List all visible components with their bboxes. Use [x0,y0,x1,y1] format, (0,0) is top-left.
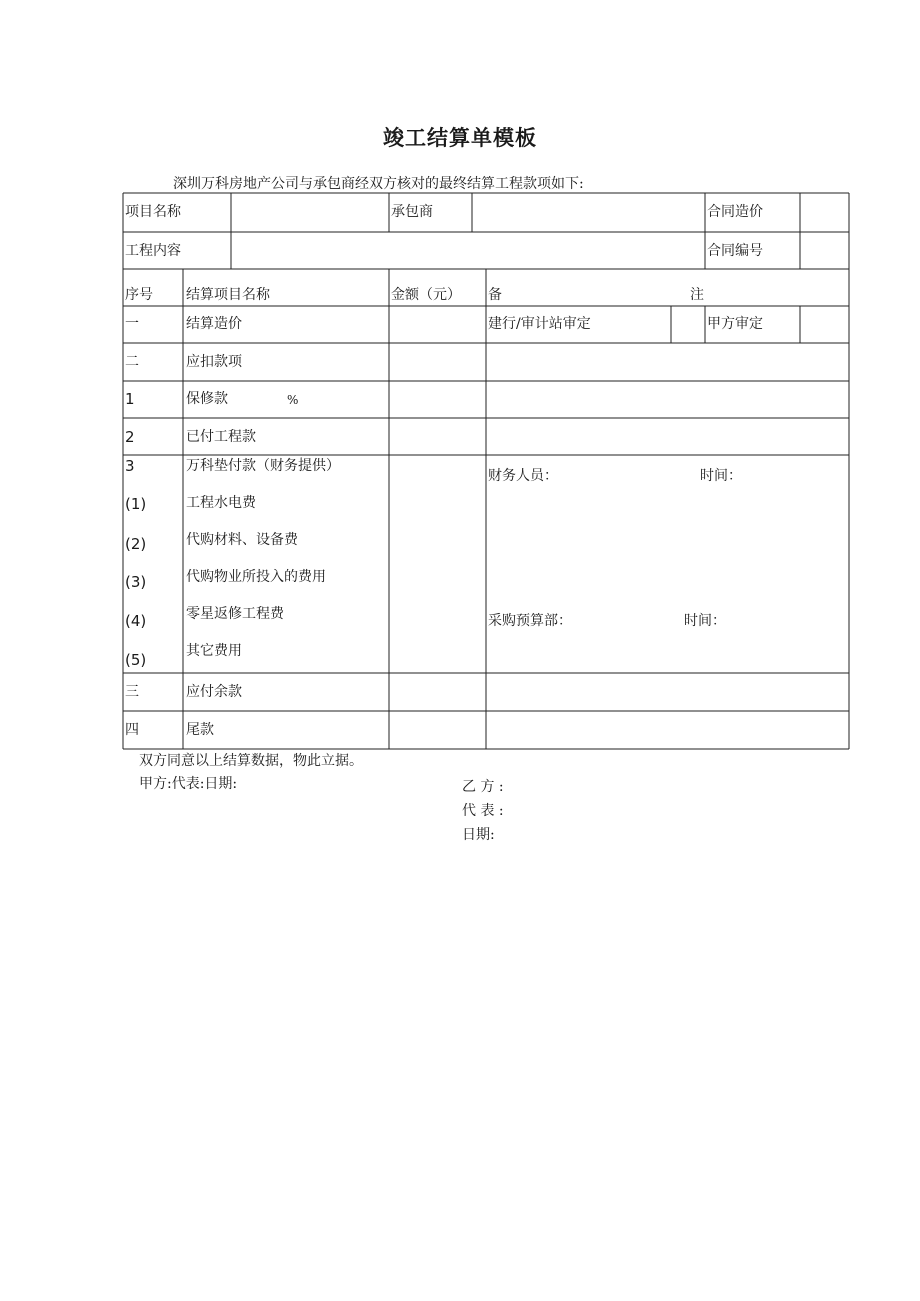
row-seq: 1 [125,390,135,408]
row-item: 已付工程款 [186,429,256,445]
finance-staff-label: 财务人员： [488,468,558,484]
col-seq: 序号 [125,287,153,303]
row-seq: (2) [125,535,147,553]
row-item: 保修款 [186,391,228,407]
purchase-dept-label: 采购预算部： [488,613,572,629]
finance-time-label: 时间： [700,468,742,484]
document-title: 竣工结算单模板 [383,126,537,150]
row-item: 代购材料、设备费 [186,532,298,548]
row-seq: 2 [125,428,135,446]
col-item: 结算项目名称 [186,287,270,303]
row-seq: 一 [125,316,139,332]
intro-text: 深圳万科房地产公司与承包商经双方核对的最终结算工程款项如下: [173,176,584,192]
party-b-date: 日期: [462,827,495,843]
row-item: 代购物业所投入的费用 [186,569,326,585]
work-content-label: 工程内容 [125,243,181,259]
project-name-label: 项目名称 [125,204,181,220]
row-seq: 二 [125,354,139,370]
row-item: 零星返修工程费 [186,606,284,622]
row-item: 其它费用 [186,643,242,659]
col-amount: 金额（元） [391,287,461,303]
contract-price-label: 合同造价 [707,204,763,220]
party-a-signature: 甲方:代表:日期: [139,776,238,792]
row-seq: (1) [125,495,147,513]
party-b-representative: 代 表 : [462,803,504,819]
row-seq: 三 [125,684,139,700]
row-seq: (5) [125,651,147,669]
contract-no-label: 合同编号 [707,243,763,259]
row-seq: 3 [125,457,135,475]
audit-label: 建行/审计站审定 [488,316,591,332]
col-remark-2: 注 [690,287,704,303]
row-item: 结算造价 [186,316,242,332]
percent-unit: % [287,393,299,407]
row-item: 应扣款项 [186,354,242,370]
row-item: 万科垫付款（财务提供） [186,458,340,474]
row-seq: 四 [125,722,139,738]
row-seq: (4) [125,612,147,630]
row-seq: (3) [125,573,147,591]
contractor-label: 承包商 [391,204,433,220]
party-b-label: 乙 方 : [462,779,504,795]
row-item: 应付余款 [186,684,242,700]
row-item: 工程水电费 [186,495,256,511]
row-item: 尾款 [186,722,214,738]
col-remark-1: 备 [488,287,502,303]
party-a-audit-label: 甲方审定 [707,316,763,332]
purchase-time-label: 时间： [684,613,726,629]
agreement-text: 双方同意以上结算数据，物此立据。 [139,753,363,769]
